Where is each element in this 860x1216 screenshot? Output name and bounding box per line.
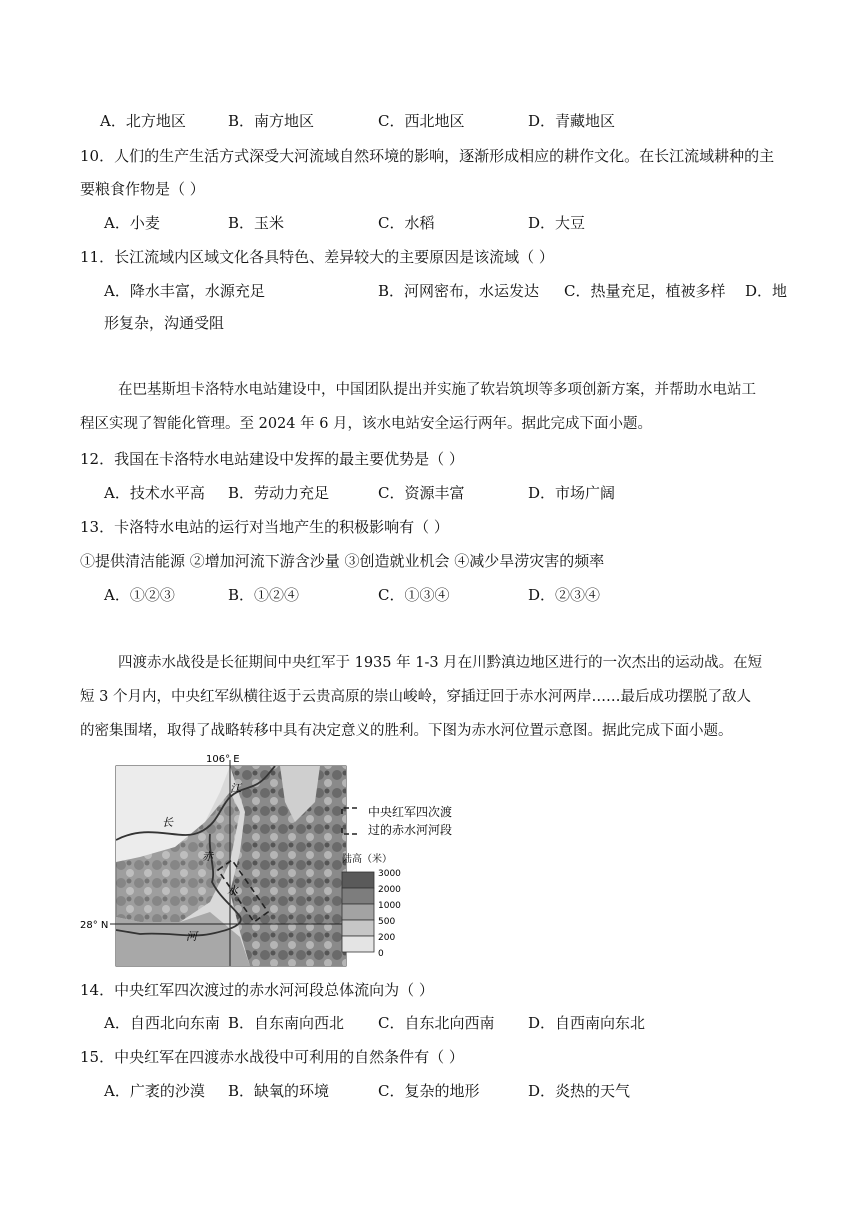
q9-option-b[interactable]: B．南方地区: [228, 112, 315, 130]
q15-option-b[interactable]: B．缺氧的环境: [228, 1082, 330, 1100]
legend-swatch: [342, 888, 374, 904]
q11-option-d[interactable]: D．地: [745, 282, 788, 300]
q10-option-c[interactable]: C．水稻: [378, 214, 435, 232]
q9-option-d[interactable]: D．青藏地区: [528, 112, 616, 130]
q13-statements: ①提供清洁能源 ②增加河流下游含沙量 ③创造就业机会 ④减少旱涝灾害的频率: [80, 552, 605, 570]
river-label-chang: 长: [162, 816, 173, 829]
river-label-he: 河: [186, 930, 197, 943]
legend-swatch: [342, 904, 374, 920]
passage2-line1: 四渡赤水战役是长征期间中央红军于 1935 年 1-3 月在川黔滇边地区进行的一次杰出的运动战。在短: [118, 655, 763, 671]
river-label-chi: 赤: [202, 850, 213, 863]
q11-option-a[interactable]: A．降水丰富，水源充足: [104, 282, 265, 300]
q10-stem-line2: 要粮食作物是（ ）: [80, 180, 205, 198]
legend-route-line2: 过的赤水河河段: [368, 823, 453, 837]
q14-option-a[interactable]: A．自西北向东南: [104, 1014, 220, 1032]
q14-option-b[interactable]: B．自东南向西北: [228, 1014, 345, 1032]
q10-option-a[interactable]: A．小麦: [104, 214, 160, 232]
lon-label: 106° E: [206, 754, 240, 765]
q14-option-c[interactable]: C．自东北向西南: [378, 1014, 495, 1032]
q12-stem: 12．我国在卡洛特水电站建设中发挥的最主要优势是（ ）: [80, 450, 464, 468]
q13-option-c[interactable]: C．①③④: [378, 586, 450, 604]
passage1-line2: 程区实现了智能化管理。至 2024 年 6 月，该水电站安全运行两年。据此完成下面小题。: [80, 416, 653, 432]
legend-value-label: 1000: [378, 901, 401, 911]
passage2-line2: 短 3 个月内，中央红军纵横往返于云贵高原的崇山峻岭，穿插迂回于赤水河两岸……最后成功摆脱了敌人: [80, 689, 751, 705]
q15-option-c[interactable]: C．复杂的地形: [378, 1082, 480, 1100]
chishui-river-map: [80, 752, 453, 972]
legend-value-label: 3000: [378, 869, 401, 879]
q11-option-c[interactable]: C．热量充足，植被多样: [564, 282, 726, 300]
q15-option-a[interactable]: A．广袤的沙漠: [104, 1082, 205, 1100]
q15-stem: 15．中央红军在四渡赤水战役中可利用的自然条件有（ ）: [80, 1048, 464, 1066]
q11-option-d-continued: 形复杂，沟通受阻: [104, 314, 225, 332]
passage2-line3: 的密集围堵，取得了战略转移中具有决定意义的胜利。下图为赤水河位置示意图。据此完成下面小题。: [80, 723, 733, 739]
legend-value-label: 200: [378, 933, 396, 943]
legend-route: [342, 804, 452, 837]
river-label-jiang: 江: [230, 782, 241, 795]
q10-stem-line1: 10．人们的生产生活方式深受大河流域自然环境的影响，逐渐形成相应的耕作文化。在长江流域耕种的主: [80, 147, 775, 165]
q12-option-c[interactable]: C．资源丰富: [378, 484, 465, 502]
q11-stem: 11．长江流域内区域文化各具特色、差异较大的主要原因是该流域（ ）: [80, 248, 554, 266]
legend-swatch: [342, 872, 374, 888]
river-label-shui: 水: [227, 884, 238, 897]
legend-swatch: [342, 936, 374, 952]
q9-option-c[interactable]: C．西北地区: [378, 112, 465, 130]
legend-route-line1: 中央红军四次渡: [368, 805, 453, 819]
q12-option-b[interactable]: B．劳动力充足: [228, 484, 330, 502]
q11-option-b[interactable]: B．河网密布，水运发达: [378, 282, 540, 300]
q13-stem: 13．卡洛特水电站的运行对当地产生的积极影响有（ ）: [80, 518, 449, 536]
passage1-line1: 在巴基斯坦卡洛特水电站建设中，中国团队提出并实施了软岩筑坝等多项创新方案，并帮助水电站工: [118, 382, 756, 398]
q9-option-a[interactable]: A．北方地区: [100, 112, 186, 130]
lat-label: 28° N: [80, 920, 109, 931]
q10-option-d[interactable]: D．大豆: [528, 214, 586, 232]
q13-option-b[interactable]: B．①②④: [228, 586, 300, 604]
q14-option-d[interactable]: D．自西南向东北: [528, 1014, 646, 1032]
q15-option-d[interactable]: D．炎热的天气: [528, 1082, 631, 1100]
q14-stem: 14．中央红军四次渡过的赤水河河段总体流向为（ ）: [80, 981, 434, 999]
q10-option-b[interactable]: B．玉米: [228, 214, 285, 232]
legend-elevation: [342, 852, 401, 959]
legend-elevation-title: 陆高（米）: [342, 854, 392, 865]
legend-value-label: 500: [378, 917, 396, 927]
q13-option-d[interactable]: D．②③④: [528, 586, 601, 604]
q12-option-d[interactable]: D．市场广阔: [528, 484, 616, 502]
q12-option-a[interactable]: A．技术水平高: [104, 484, 205, 502]
q13-option-a[interactable]: A．①②③: [104, 586, 175, 604]
legend-value-label: 2000: [378, 885, 401, 895]
legend-value-label: 0: [378, 949, 384, 959]
legend-swatch: [342, 920, 374, 936]
